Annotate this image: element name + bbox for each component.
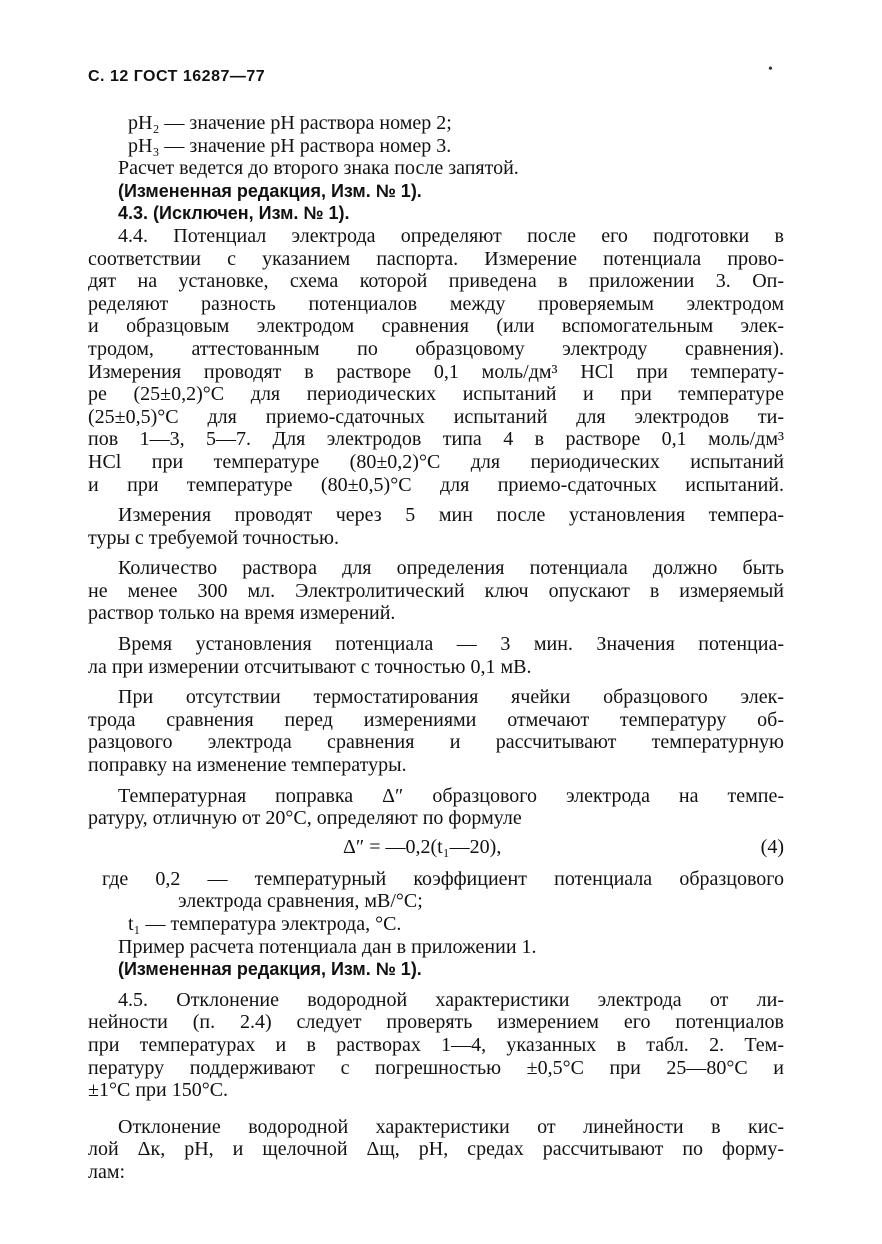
text-line: ратуру, отличную от 20°С, определяют по формуле (88, 807, 522, 830)
text-line: раствор только на время измерений. (88, 602, 396, 625)
amendment-note-2: (Измененная редакция, Изм. № 1). (118, 959, 422, 980)
text-line: тродом, аттестованным по образцовому электроду сравнения). (88, 337, 784, 360)
text-line: пературу поддерживают с погрешностью ±0,5°С при 25—80°С и (88, 1056, 784, 1079)
text-line: при температурах и в растворах 1—4, указанных в табл. 2. Тем- (88, 1033, 784, 1056)
text-line: 4.4. Потенциал электрода определяют после его подготовки в (118, 224, 784, 247)
clause-4-4 (88, 225, 784, 496)
text-line: Время установления потенциала — 3 мин. Значения потенциа- (118, 633, 784, 656)
text-line: разцового электрода сравнения и рассчитывают температурную (88, 731, 784, 754)
paragraph-solution-quantity (88, 557, 784, 625)
text-line: Отклонение водородной характеристики от линейности в кис- (118, 1115, 784, 1138)
definition-ph2: pH₂ — значение pH раствора номер 2; (128, 112, 452, 134)
paragraph-thermostat (88, 686, 784, 776)
paragraph-deviation (88, 1116, 784, 1184)
definition-coefficient: где 0,2 — температурный коэффициент потенциала образцового (102, 867, 784, 890)
page-mark: • (768, 62, 773, 77)
page-header: С. 12 ГОСТ 16287—77 (88, 68, 266, 85)
formula-number: (4) (760, 835, 784, 858)
rounding-note: Расчет ведется до второго знака после запятой. (118, 157, 519, 180)
paragraph-temperature-correction (88, 785, 784, 830)
definition-coefficient-cont: электрода сравнения, мВ/°С; (178, 890, 423, 913)
text-line: дят на установке, схема которой приведена в приложении 3. Оп- (88, 270, 784, 293)
paragraph-measurement-time (88, 504, 784, 549)
text-line: Температурная поправка Δ″ образцового электрода на темпе- (118, 784, 784, 807)
definition-t1: t₁ — температура электрода, °С. (128, 913, 402, 935)
text-line: 4.5. Отклонение водородной характеристики электрода от ли- (118, 988, 784, 1011)
text-line: соответствии с указанием паспорта. Измерение потенциала прово- (88, 247, 784, 270)
text-line: ла при измерении отсчитывают с точностью 0,1 мВ. (88, 655, 532, 678)
amendment-note: (Измененная редакция, Изм. № 1). (118, 180, 422, 201)
page-body (88, 112, 784, 1184)
formula-definitions (88, 868, 784, 936)
text-line: При отсутствии термостатирования ячейки образцового элек- (118, 686, 784, 709)
text-line: лой Δк, pH, и щелочной Δщ, pH, средах рассчитывают по форму- (88, 1138, 784, 1161)
text-line: лам: (88, 1160, 126, 1183)
text-line: Количество раствора для определения потенциала должно быть (118, 557, 784, 580)
text-line: туры с требуемой точностью. (88, 526, 339, 549)
text-line: не менее 300 мл. Электролитический ключ опускают в измеряемый (88, 579, 784, 602)
formula-4 (88, 836, 784, 860)
text-line: ре (25±0,2)°С для периодических испытаний и при температуре (88, 383, 784, 406)
text-line: (25±0,5)°С для приемо-сдаточных испытаний для электродов ти- (88, 405, 784, 428)
text-line: нейности (п. 2.4) следует проверять измерением его потенциалов (88, 1011, 784, 1034)
text-line: и образцовым электродом сравнения (или вспомогательным элек- (88, 315, 784, 338)
text-line: Измерения проводят через 5 мин после установления темпера- (118, 504, 784, 527)
clause-4-5 (88, 989, 784, 1102)
text-line: Измерения проводят в растворе 0,1 моль/дм³ HCl при температу- (88, 360, 784, 383)
text-line: и при температуре (80±0,5)°С для приемо-сдаточных испытаний. (88, 473, 784, 496)
clause-4-3: 4.3. (Исключен, Изм. № 1). (118, 203, 350, 224)
text-line: ±1°С при 150°С. (88, 1079, 229, 1102)
definition-ph3: pH₃ — значение pH раствора номер 3. (128, 134, 452, 157)
text-line: HCl при температуре (80±0,2)°С для периодических испытаний (88, 450, 784, 473)
text-line: ределяют разность потенциалов между проверяемым электродом (88, 292, 784, 315)
paragraph-settling-time (88, 633, 784, 678)
text-line: пов 1—3, 5—7. Для электродов типа 4 в растворе 0,1 моль/дм³ (88, 428, 784, 451)
example-reference: Пример расчета потенциала дан в приложении 1. (118, 935, 537, 958)
text-line: поправку на изменение температуры. (88, 754, 407, 777)
text-line: трода сравнения перед измерениями отмечают температуру об- (88, 708, 784, 731)
formula-expression: Δ″ = —0,2(t₁—20), (343, 835, 502, 858)
